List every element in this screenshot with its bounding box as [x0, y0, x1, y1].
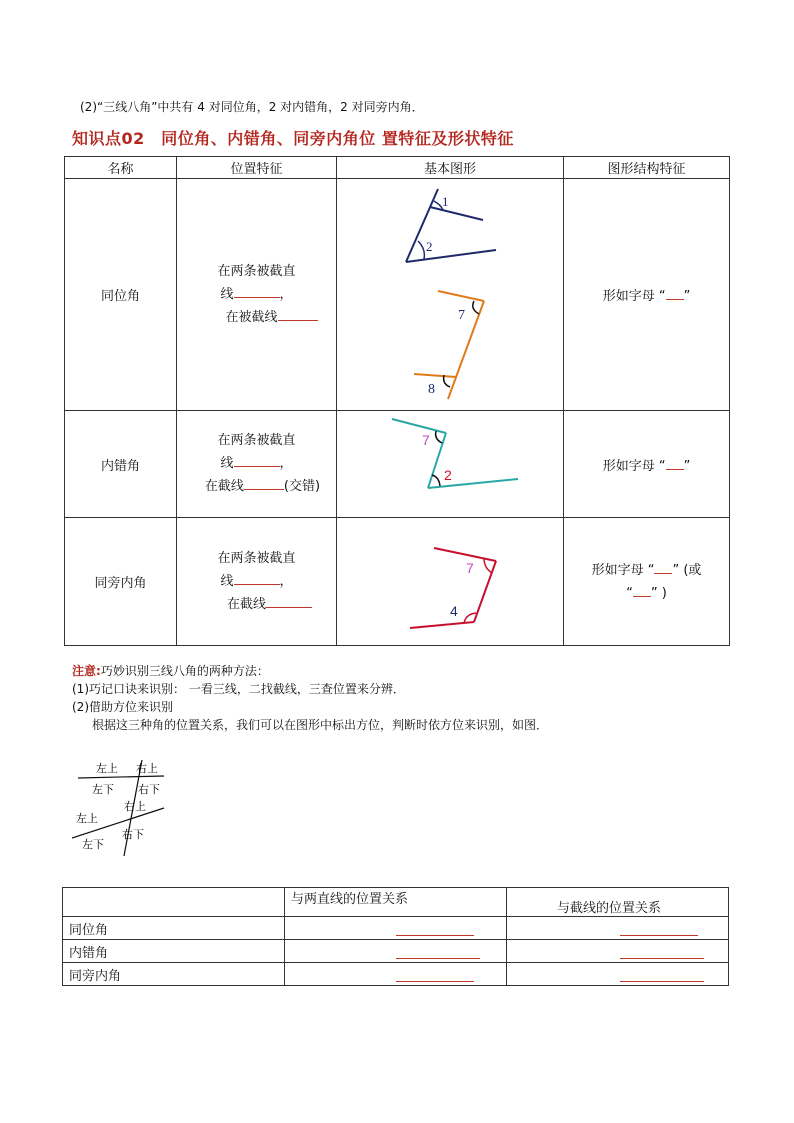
pos-line-3: 在截线 — [177, 593, 336, 616]
table-header-row — [65, 157, 730, 179]
answer-blank[interactable] — [666, 455, 684, 470]
direction-label: 左下 — [82, 838, 104, 851]
pos-line-1: 在两条被截直 — [217, 433, 296, 448]
method-2: (2)借助方位来识别 — [72, 700, 173, 714]
answer-blank[interactable] — [244, 475, 284, 490]
structure-cell: 形如字母 “ ” — [564, 179, 730, 411]
figure-label: 8 — [427, 382, 435, 397]
figure-label: 7 — [465, 560, 474, 576]
pos-line-2: 线 ， — [177, 452, 336, 475]
col-header-figure: 基本图形 — [337, 157, 564, 179]
figure-label: 7 — [421, 432, 430, 448]
table-row — [65, 179, 730, 411]
answer-blank[interactable] — [620, 967, 704, 982]
figure-cell — [337, 518, 564, 646]
row-name: 同位角 — [65, 179, 177, 411]
summary-table — [62, 887, 729, 986]
table-row — [63, 940, 729, 963]
col-header-structure: 图形结构特征 — [564, 157, 730, 179]
answer-blank[interactable] — [666, 285, 684, 300]
row-name: 同旁内角 — [65, 518, 177, 646]
figure-label: 7 — [457, 308, 465, 323]
row-name: 内错角 — [63, 940, 285, 963]
position-cell — [177, 179, 337, 411]
answer-blank[interactable] — [633, 582, 651, 597]
col-header-name: 名称 — [65, 157, 177, 179]
direction-label: 左上 — [96, 762, 118, 775]
pos-line-3: 在截线 (交错) — [177, 475, 336, 498]
answer-blank[interactable] — [234, 283, 280, 298]
pos-line-1: 在两条被截直 — [217, 263, 296, 279]
figure-cell — [337, 179, 564, 411]
direction-label: 右下 — [122, 828, 144, 841]
intro-line: (2)“三线八角”中共有 4 对同位角，2 对内错角，2 对同旁内角． — [80, 100, 424, 114]
position-cell — [177, 411, 337, 518]
answer-blank[interactable] — [278, 306, 318, 321]
row-name: 内错角 — [65, 411, 177, 518]
method-2-desc: 根据这三种角的位置关系，我们可以在图形中标出方位，判断时依方位来识别，如图． — [92, 718, 549, 732]
angle-features-table — [64, 156, 730, 646]
note-title: 巧妙识别三线八角的两种方法： — [100, 664, 269, 678]
section-heading: 知识点02 同位角、内错角、同旁内角位 置特征及形状特征 — [72, 129, 514, 148]
figure-label: 4 — [449, 603, 458, 619]
table-row — [65, 411, 730, 518]
structure-cell: 形如字母 “ ” — [564, 411, 730, 518]
col-header-lines: 与两直线的位置关系 — [285, 888, 507, 917]
row-name: 同旁内角 — [63, 963, 285, 986]
col-header-position: 位置特征 — [177, 157, 337, 179]
direction-label: 右上 — [124, 800, 146, 813]
row-name: 同位角 — [63, 917, 285, 940]
answer-blank[interactable] — [654, 559, 672, 574]
direction-label: 左上 — [76, 812, 98, 825]
answer-blank[interactable] — [396, 967, 474, 982]
position-cell — [177, 518, 337, 646]
table-header-row — [63, 888, 729, 917]
answer-blank[interactable] — [620, 921, 698, 936]
note-block — [72, 662, 548, 734]
pos-line-1: 在两条被截直 — [217, 550, 296, 566]
pos-line-2: 线 ， — [177, 283, 336, 306]
answer-blank[interactable] — [234, 452, 280, 467]
direction-label: 右下 — [138, 783, 160, 796]
method-1: (1)巧记口诀来识别： 一看三线，二找截线，三查位置来分辨． — [72, 682, 405, 696]
figure-cell — [337, 411, 564, 518]
figure-label: 2 — [443, 467, 452, 483]
table-row — [65, 518, 730, 646]
direction-diagram — [72, 752, 172, 862]
note-label: 注意: — [72, 664, 101, 678]
answer-blank[interactable] — [620, 944, 704, 959]
alternate-angles-figure — [338, 411, 563, 513]
answer-blank[interactable] — [266, 593, 312, 608]
structure-cell: 形如字母 “ ” (或 “ ” ) — [564, 518, 730, 646]
pos-line-3: 在被截线 — [177, 306, 336, 329]
figure-label: 2 — [425, 239, 432, 254]
col-header-transversal: 与截线的位置关系 — [507, 888, 729, 917]
pos-line-2: 线 ， — [177, 570, 336, 593]
direction-label: 左下 — [92, 783, 114, 796]
answer-blank[interactable] — [396, 921, 474, 936]
table-row — [63, 963, 729, 986]
table-row — [63, 917, 729, 940]
figure-label: 1 — [441, 194, 448, 209]
answer-blank[interactable] — [234, 570, 280, 585]
answer-blank[interactable] — [396, 944, 480, 959]
co-interior-angles-figure — [338, 518, 563, 641]
direction-label: 右上 — [136, 762, 158, 775]
corresponding-angles-figure — [338, 179, 563, 406]
